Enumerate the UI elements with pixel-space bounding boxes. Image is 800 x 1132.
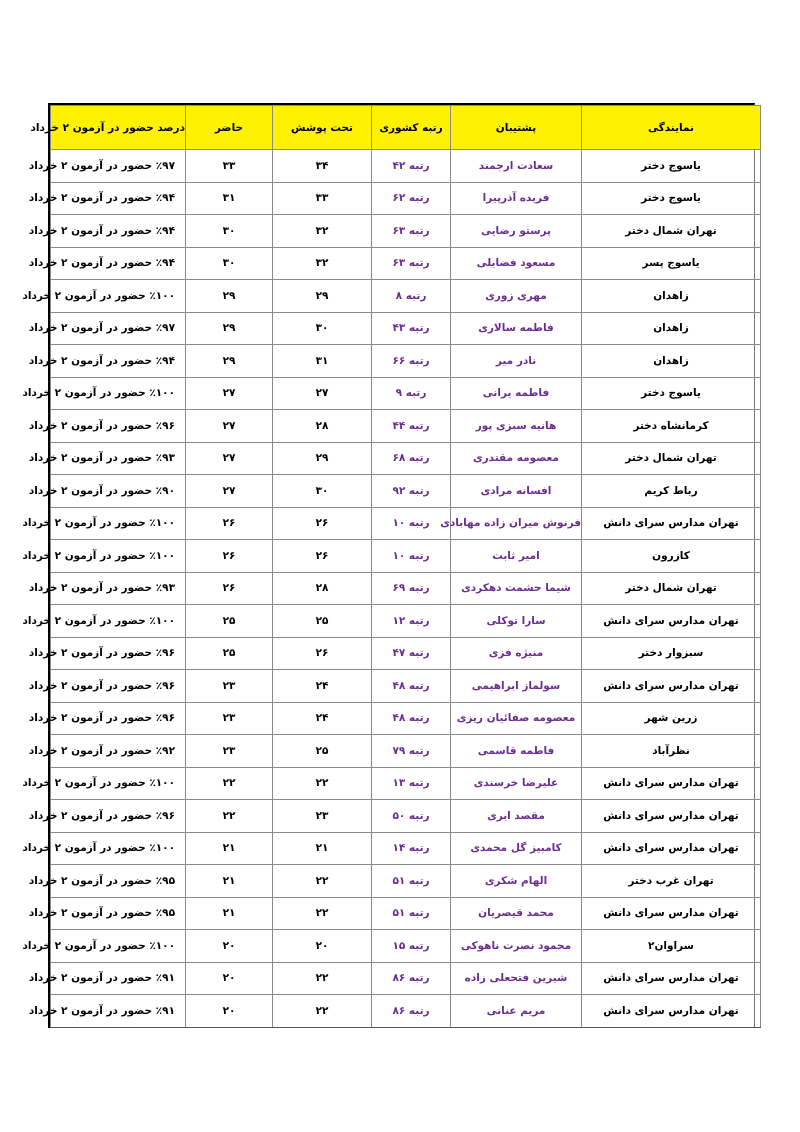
cell-advisor: فریده آذرپیرا (451, 182, 582, 215)
cell-present: ۲۳ (186, 702, 273, 735)
cell-office: تهران شمال دختر (582, 442, 761, 475)
table-row (51, 182, 761, 215)
cell-office: تهران غرب دختر (582, 865, 761, 898)
table-row (51, 507, 761, 540)
cell-rank: رتبه ۸۶ (372, 995, 451, 1028)
cell-percent: ٪۱۰۰ حضور در آزمون ۲ خرداد (51, 280, 186, 313)
cell-advisor: هانیه سبزی پور (451, 410, 582, 443)
cell-advisor: فاطمه قاسمی (451, 735, 582, 768)
cell-present: ۲۰ (186, 930, 273, 963)
cell-covered: ۳۴ (273, 150, 372, 183)
table-row (51, 410, 761, 443)
table-row (51, 962, 761, 995)
cell-advisor: معصومه مقتدری (451, 442, 582, 475)
cell-advisor: منیژه فزی (451, 637, 582, 670)
cell-covered: ۲۴ (273, 702, 372, 735)
cell-rank: رتبه ۴۷ (372, 637, 451, 670)
cell-covered: ۲۵ (273, 605, 372, 638)
cell-percent: ٪۱۰۰ حضور در آزمون ۲ خرداد (51, 832, 186, 865)
table-row (51, 930, 761, 963)
table-row (51, 540, 761, 573)
table-row (51, 475, 761, 508)
cell-advisor: سارا توکلی (451, 605, 582, 638)
cell-present: ۲۳ (186, 735, 273, 768)
table-row (51, 345, 761, 378)
cell-covered: ۳۰ (273, 475, 372, 508)
cell-percent: ٪۹۶ حضور در آزمون ۲ خرداد (51, 670, 186, 703)
cell-percent: ٪۱۰۰ حضور در آزمون ۲ خرداد (51, 540, 186, 573)
cell-rank: رتبه ۶۳ (372, 215, 451, 248)
cell-present: ۲۷ (186, 377, 273, 410)
cell-office: یاسوج پسر (582, 247, 761, 280)
table-row (51, 280, 761, 313)
cell-advisor: فرنوش میران زاده مهابادی (451, 507, 582, 540)
cell-office: یاسوج دختر (582, 182, 761, 215)
cell-rank: رتبه ۱۵ (372, 930, 451, 963)
cell-advisor: کامبیز گل محمدی (451, 832, 582, 865)
cell-present: ۲۶ (186, 507, 273, 540)
cell-advisor: امیر ثابت (451, 540, 582, 573)
cell-advisor: افسانه مرادی (451, 475, 582, 508)
table-row (51, 735, 761, 768)
cell-percent: ٪۹۳ حضور در آزمون ۲ خرداد (51, 572, 186, 605)
table-row (51, 377, 761, 410)
cell-rank: رتبه ۶۲ (372, 182, 451, 215)
cell-percent: ٪۹۴ حضور در آزمون ۲ خرداد (51, 345, 186, 378)
table-row (51, 442, 761, 475)
cell-advisor: شیما حشمت دهکردی (451, 572, 582, 605)
cell-office: سراوان۲ (582, 930, 761, 963)
header-office: نمایندگی (582, 106, 761, 150)
cell-present: ۲۰ (186, 995, 273, 1028)
cell-percent: ٪۹۱ حضور در آزمون ۲ خرداد (51, 962, 186, 995)
table-row (51, 897, 761, 930)
cell-covered: ۲۶ (273, 540, 372, 573)
cell-office: تهران مدارس سرای دانش (582, 897, 761, 930)
cell-advisor: سعادت ارجمند (451, 150, 582, 183)
cell-covered: ۲۲ (273, 767, 372, 800)
cell-covered: ۲۹ (273, 442, 372, 475)
cell-rank: رتبه ۴۲ (372, 150, 451, 183)
cell-rank: رتبه ۴۴ (372, 410, 451, 443)
cell-present: ۳۱ (186, 182, 273, 215)
cell-covered: ۲۲ (273, 865, 372, 898)
cell-covered: ۲۰ (273, 930, 372, 963)
cell-covered: ۳۳ (273, 182, 372, 215)
cell-advisor: الهام شکری (451, 865, 582, 898)
cell-covered: ۳۲ (273, 247, 372, 280)
cell-office: تهران مدارس سرای دانش (582, 670, 761, 703)
cell-rank: رتبه ۵۱ (372, 897, 451, 930)
cell-present: ۲۵ (186, 637, 273, 670)
cell-rank: رتبه ۸۶ (372, 962, 451, 995)
cell-present: ۲۳ (186, 670, 273, 703)
cell-office: تهران شمال دختر (582, 572, 761, 605)
cell-present: ۲۹ (186, 345, 273, 378)
table-row (51, 605, 761, 638)
header-rank: رتبه کشوری (372, 106, 451, 150)
cell-rank: رتبه ۱۲ (372, 605, 451, 638)
cell-present: ۲۱ (186, 897, 273, 930)
cell-rank: رتبه ۱۰ (372, 507, 451, 540)
table-row (51, 637, 761, 670)
cell-rank: رتبه ۶۶ (372, 345, 451, 378)
cell-office: یاسوج دختر (582, 377, 761, 410)
cell-advisor: مقصد ابری (451, 800, 582, 833)
header-percent: درصد حضور در آزمون ۲ خرداد (51, 106, 186, 150)
cell-office: کازرون (582, 540, 761, 573)
cell-covered: ۲۶ (273, 507, 372, 540)
cell-present: ۲۲ (186, 767, 273, 800)
cell-covered: ۲۸ (273, 572, 372, 605)
attendance-table (22, 105, 761, 1028)
table-row (51, 572, 761, 605)
table-row (51, 865, 761, 898)
attendance-table-container (22, 103, 755, 1028)
cell-present: ۲۷ (186, 442, 273, 475)
cell-advisor: پرستو رضایی (451, 215, 582, 248)
header-advisor: پشتیبان (451, 106, 582, 150)
cell-present: ۳۰ (186, 215, 273, 248)
cell-advisor: مریم عنانی (451, 995, 582, 1028)
cell-office: زاهدان (582, 280, 761, 313)
cell-office: تهران مدارس سرای دانش (582, 767, 761, 800)
cell-percent: ٪۹۷ حضور در آزمون ۲ خرداد (51, 150, 186, 183)
table-header-row (51, 106, 761, 150)
cell-rank: رتبه ۵۱ (372, 865, 451, 898)
table-row (51, 215, 761, 248)
cell-office: تهران مدارس سرای دانش (582, 995, 761, 1028)
cell-present: ۲۶ (186, 572, 273, 605)
cell-rank: رتبه ۵۰ (372, 800, 451, 833)
cell-office: تهران مدارس سرای دانش (582, 507, 761, 540)
cell-office: زرین شهر (582, 702, 761, 735)
cell-percent: ٪۱۰۰ حضور در آزمون ۲ خرداد (51, 377, 186, 410)
cell-percent: ٪۹۴ حضور در آزمون ۲ خرداد (51, 182, 186, 215)
cell-office: یاسوج دختر (582, 150, 761, 183)
cell-percent: ٪۹۴ حضور در آزمون ۲ خرداد (51, 247, 186, 280)
cell-advisor: معصومه صفائیان ریزی (451, 702, 582, 735)
cell-rank: رتبه ۷۹ (372, 735, 451, 768)
table-row (51, 150, 761, 183)
cell-percent: ٪۹۲ حضور در آزمون ۲ خرداد (51, 735, 186, 768)
cell-office: رباط کریم (582, 475, 761, 508)
cell-rank: رتبه ۱۴ (372, 832, 451, 865)
cell-office: تهران مدارس سرای دانش (582, 832, 761, 865)
cell-present: ۲۶ (186, 540, 273, 573)
cell-covered: ۲۲ (273, 897, 372, 930)
cell-advisor: مهری زوری (451, 280, 582, 313)
cell-advisor: محمد قیصریان (451, 897, 582, 930)
cell-rank: رتبه ۴۳ (372, 312, 451, 345)
cell-advisor: فاطمه سالاری (451, 312, 582, 345)
cell-advisor: فاطمه یرانی (451, 377, 582, 410)
cell-percent: ٪۹۰ حضور در آزمون ۲ خرداد (51, 475, 186, 508)
cell-covered: ۳۱ (273, 345, 372, 378)
cell-covered: ۳۰ (273, 312, 372, 345)
cell-percent: ٪۹۱ حضور در آزمون ۲ خرداد (51, 995, 186, 1028)
cell-advisor: علیرضا خرسندی (451, 767, 582, 800)
cell-covered: ۲۲ (273, 995, 372, 1028)
cell-office: کرمانشاه دختر (582, 410, 761, 443)
table-row (51, 702, 761, 735)
cell-covered: ۲۷ (273, 377, 372, 410)
cell-office: زاهدان (582, 312, 761, 345)
cell-rank: رتبه ۶۸ (372, 442, 451, 475)
cell-present: ۲۰ (186, 962, 273, 995)
cell-covered: ۲۲ (273, 962, 372, 995)
cell-covered: ۲۵ (273, 735, 372, 768)
cell-office: تهران مدارس سرای دانش (582, 962, 761, 995)
cell-percent: ٪۹۶ حضور در آزمون ۲ خرداد (51, 410, 186, 443)
cell-percent: ٪۹۶ حضور در آزمون ۲ خرداد (51, 637, 186, 670)
cell-covered: ۲۸ (273, 410, 372, 443)
cell-rank: رتبه ۴۸ (372, 702, 451, 735)
cell-office: نظرآباد (582, 735, 761, 768)
table-row (51, 800, 761, 833)
table-body (22, 150, 761, 1028)
cell-rank: رتبه ۸ (372, 280, 451, 313)
cell-office: زاهدان (582, 345, 761, 378)
cell-covered: ۲۹ (273, 280, 372, 313)
table-row (51, 247, 761, 280)
cell-rank: رتبه ۴۸ (372, 670, 451, 703)
cell-percent: ٪۱۰۰ حضور در آزمون ۲ خرداد (51, 605, 186, 638)
cell-percent: ٪۹۶ حضور در آزمون ۲ خرداد (51, 800, 186, 833)
cell-present: ۲۷ (186, 475, 273, 508)
table-row (51, 670, 761, 703)
table-row (51, 832, 761, 865)
table-row (51, 312, 761, 345)
cell-advisor: سولماز ابراهیمی (451, 670, 582, 703)
cell-covered: ۲۴ (273, 670, 372, 703)
cell-percent: ٪۹۵ حضور در آزمون ۲ خرداد (51, 897, 186, 930)
cell-present: ۲۱ (186, 832, 273, 865)
cell-percent: ٪۹۶ حضور در آزمون ۲ خرداد (51, 702, 186, 735)
cell-percent: ٪۱۰۰ حضور در آزمون ۲ خرداد (51, 930, 186, 963)
cell-covered: ۲۶ (273, 637, 372, 670)
cell-rank: رتبه ۱۳ (372, 767, 451, 800)
cell-percent: ٪۱۰۰ حضور در آزمون ۲ خرداد (51, 507, 186, 540)
cell-present: ۲۹ (186, 312, 273, 345)
cell-present: ۳۰ (186, 247, 273, 280)
cell-percent: ٪۹۵ حضور در آزمون ۲ خرداد (51, 865, 186, 898)
cell-office: سبزوار دختر (582, 637, 761, 670)
cell-present: ۲۵ (186, 605, 273, 638)
cell-advisor: مسعود فضایلی (451, 247, 582, 280)
cell-advisor: نادر میر (451, 345, 582, 378)
cell-office: تهران مدارس سرای دانش (582, 800, 761, 833)
cell-rank: رتبه ۶۳ (372, 247, 451, 280)
cell-covered: ۲۳ (273, 800, 372, 833)
cell-covered: ۳۲ (273, 215, 372, 248)
header-present: حاضر (186, 106, 273, 150)
cell-present: ۲۹ (186, 280, 273, 313)
table-row (51, 767, 761, 800)
cell-advisor: شیرین فتحعلی زاده (451, 962, 582, 995)
cell-advisor: محمود نصرت ناهوکی (451, 930, 582, 963)
header-covered: تحت پوشش (273, 106, 372, 150)
cell-present: ۲۷ (186, 410, 273, 443)
cell-covered: ۲۱ (273, 832, 372, 865)
cell-present: ۳۳ (186, 150, 273, 183)
cell-present: ۲۱ (186, 865, 273, 898)
cell-percent: ٪۹۴ حضور در آزمون ۲ خرداد (51, 215, 186, 248)
cell-office: تهران شمال دختر (582, 215, 761, 248)
cell-present: ۲۲ (186, 800, 273, 833)
cell-rank: رتبه ۶۹ (372, 572, 451, 605)
cell-percent: ٪۹۳ حضور در آزمون ۲ خرداد (51, 442, 186, 475)
cell-rank: رتبه ۹ (372, 377, 451, 410)
table-row (51, 995, 761, 1028)
cell-rank: رتبه ۱۰ (372, 540, 451, 573)
cell-percent: ٪۱۰۰ حضور در آزمون ۲ خرداد (51, 767, 186, 800)
cell-percent: ٪۹۷ حضور در آزمون ۲ خرداد (51, 312, 186, 345)
cell-office: تهران مدارس سرای دانش (582, 605, 761, 638)
cell-rank: رتبه ۹۲ (372, 475, 451, 508)
